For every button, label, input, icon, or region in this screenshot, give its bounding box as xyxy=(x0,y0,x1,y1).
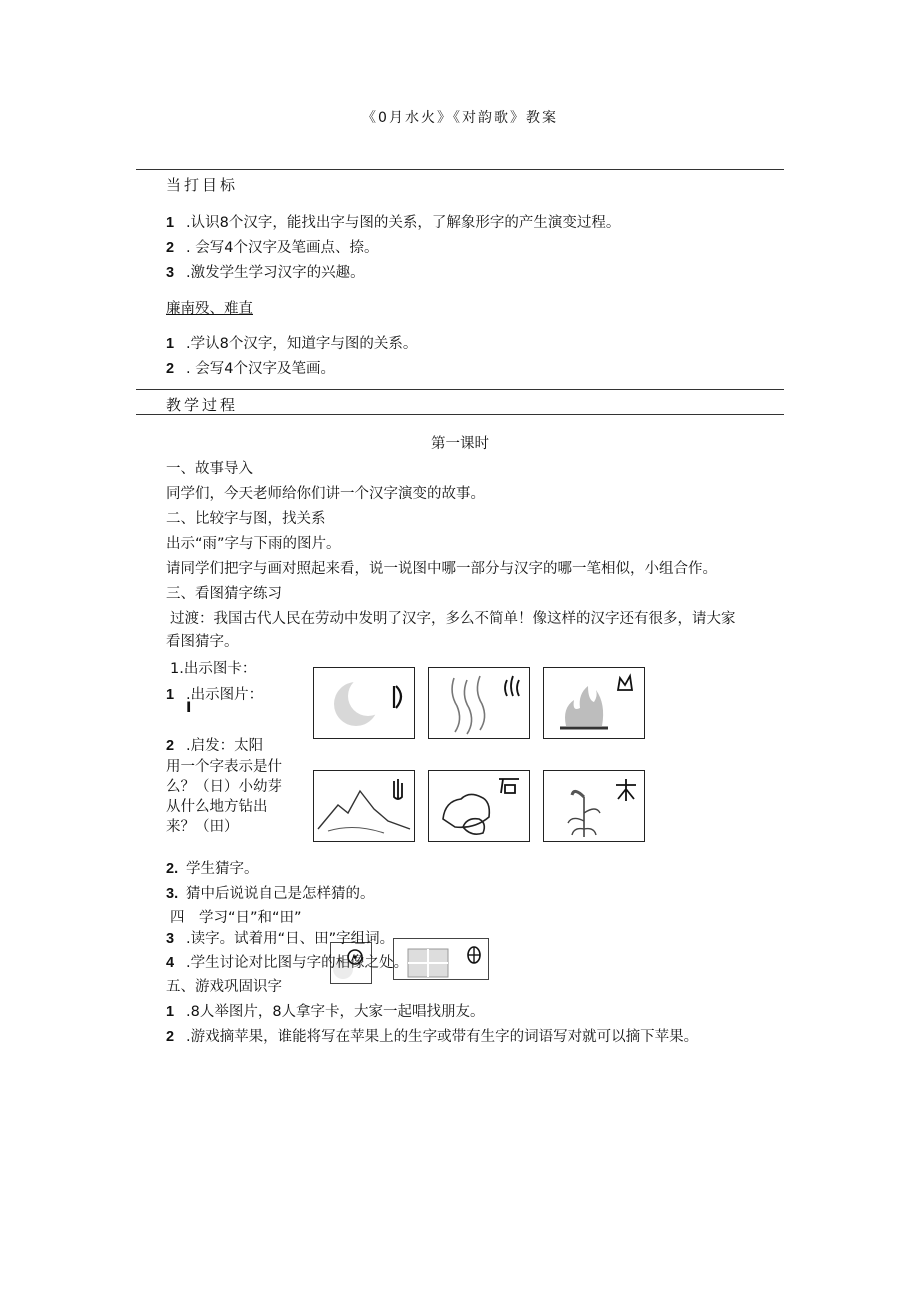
grain-icon xyxy=(544,771,644,841)
divider xyxy=(136,389,784,390)
goal-item-1: 1 .认识8个汉字，能找出字与图的关系，了解象形字的产生演变过程。 xyxy=(166,215,621,231)
goal-item-2: 2 . 会写4个汉字及笔画点、捺。 xyxy=(166,240,379,256)
doc-title: 《0月水火》《对韵歌》教案 xyxy=(362,110,558,126)
water-card xyxy=(428,667,530,739)
keypoint-item-1: 1 .学认8个汉字，知道字与图的关系。 xyxy=(166,336,418,352)
step-hint-line: 从什么地方钻出 xyxy=(166,799,268,815)
keypoint-item-2: 2 . 会写4个汉字及笔画。 xyxy=(166,361,335,377)
moon-card xyxy=(313,667,415,739)
step-hint: 2 .启发：太阳 xyxy=(166,738,264,754)
section-heading-goals: 当打目标 xyxy=(166,176,239,194)
paragraph: 同学们，今天老师给你们讲一个汉字演变的故事。 xyxy=(166,486,485,502)
step-read: 3 .读字。试着用“日、田”字组词。 xyxy=(166,931,395,947)
divider xyxy=(136,414,784,415)
paragraph: 五、游戏巩固识字 xyxy=(166,979,282,995)
moon-icon xyxy=(314,668,414,738)
goal-item-3: 3 .激发学生学习汉字的兴趣。 xyxy=(166,265,365,281)
step-hint-line: 么？（日）小幼芽 xyxy=(166,779,282,795)
lesson-title: 第一课时 xyxy=(431,436,489,452)
step-hint-line: 用一个字表示是什 xyxy=(166,759,282,775)
paragraph: 出示“雨”字与下雨的图片。 xyxy=(166,536,341,552)
paragraph: 一、故事导入 xyxy=(166,461,253,477)
mountain-card xyxy=(313,770,415,842)
paragraph: 四 学习“日”和“田” xyxy=(170,910,302,926)
step-show-pictures: 1 .出示图片： xyxy=(166,687,264,703)
fire-icon xyxy=(544,668,644,738)
section-heading-keypoints: 廉南殁、难直 xyxy=(166,301,253,317)
water-icon xyxy=(429,668,529,738)
stone-card xyxy=(428,770,530,842)
step-discuss: 4 .学生讨论对比图与字的相像之处。 xyxy=(166,955,409,971)
step-show-cards: 1.出示图卡： xyxy=(170,661,257,677)
divider xyxy=(136,169,784,170)
paragraph: 看图猜字。 xyxy=(166,634,239,650)
step-game-apple: 2 .游戏摘苹果，谁能将写在苹果上的生字或带有生字的词语写对就可以摘下苹果。 xyxy=(166,1029,699,1045)
step-hint-line: 来？（田） xyxy=(166,819,239,835)
paragraph: 过渡：我国古代人民在劳动中发明了汉字，多么不简单！像这样的汉字还有很多，请大家 xyxy=(170,611,736,627)
grain-card xyxy=(543,770,645,842)
mark: I xyxy=(186,700,192,716)
step-guess: 2. 学生猜字。 xyxy=(166,861,259,877)
step-explain: 3. 猜中后说说自己是怎样猜的。 xyxy=(166,886,375,902)
stone-icon xyxy=(429,771,529,841)
step-game-friends: 1 .8人举图片，8人拿字卡，大家一起唱找朋友。 xyxy=(166,1004,485,1020)
mountain-icon xyxy=(314,771,414,841)
fire-card xyxy=(543,667,645,739)
paragraph: 三、看图猜字练习 xyxy=(166,586,282,602)
paragraph: 二、比较字与图，找关系 xyxy=(166,511,326,527)
section-heading-process: 教学过程 xyxy=(166,396,239,414)
paragraph: 请同学们把字与画对照起来看，说一说图中哪一部分与汉字的哪一笔相似，小组合作。 xyxy=(166,561,717,577)
